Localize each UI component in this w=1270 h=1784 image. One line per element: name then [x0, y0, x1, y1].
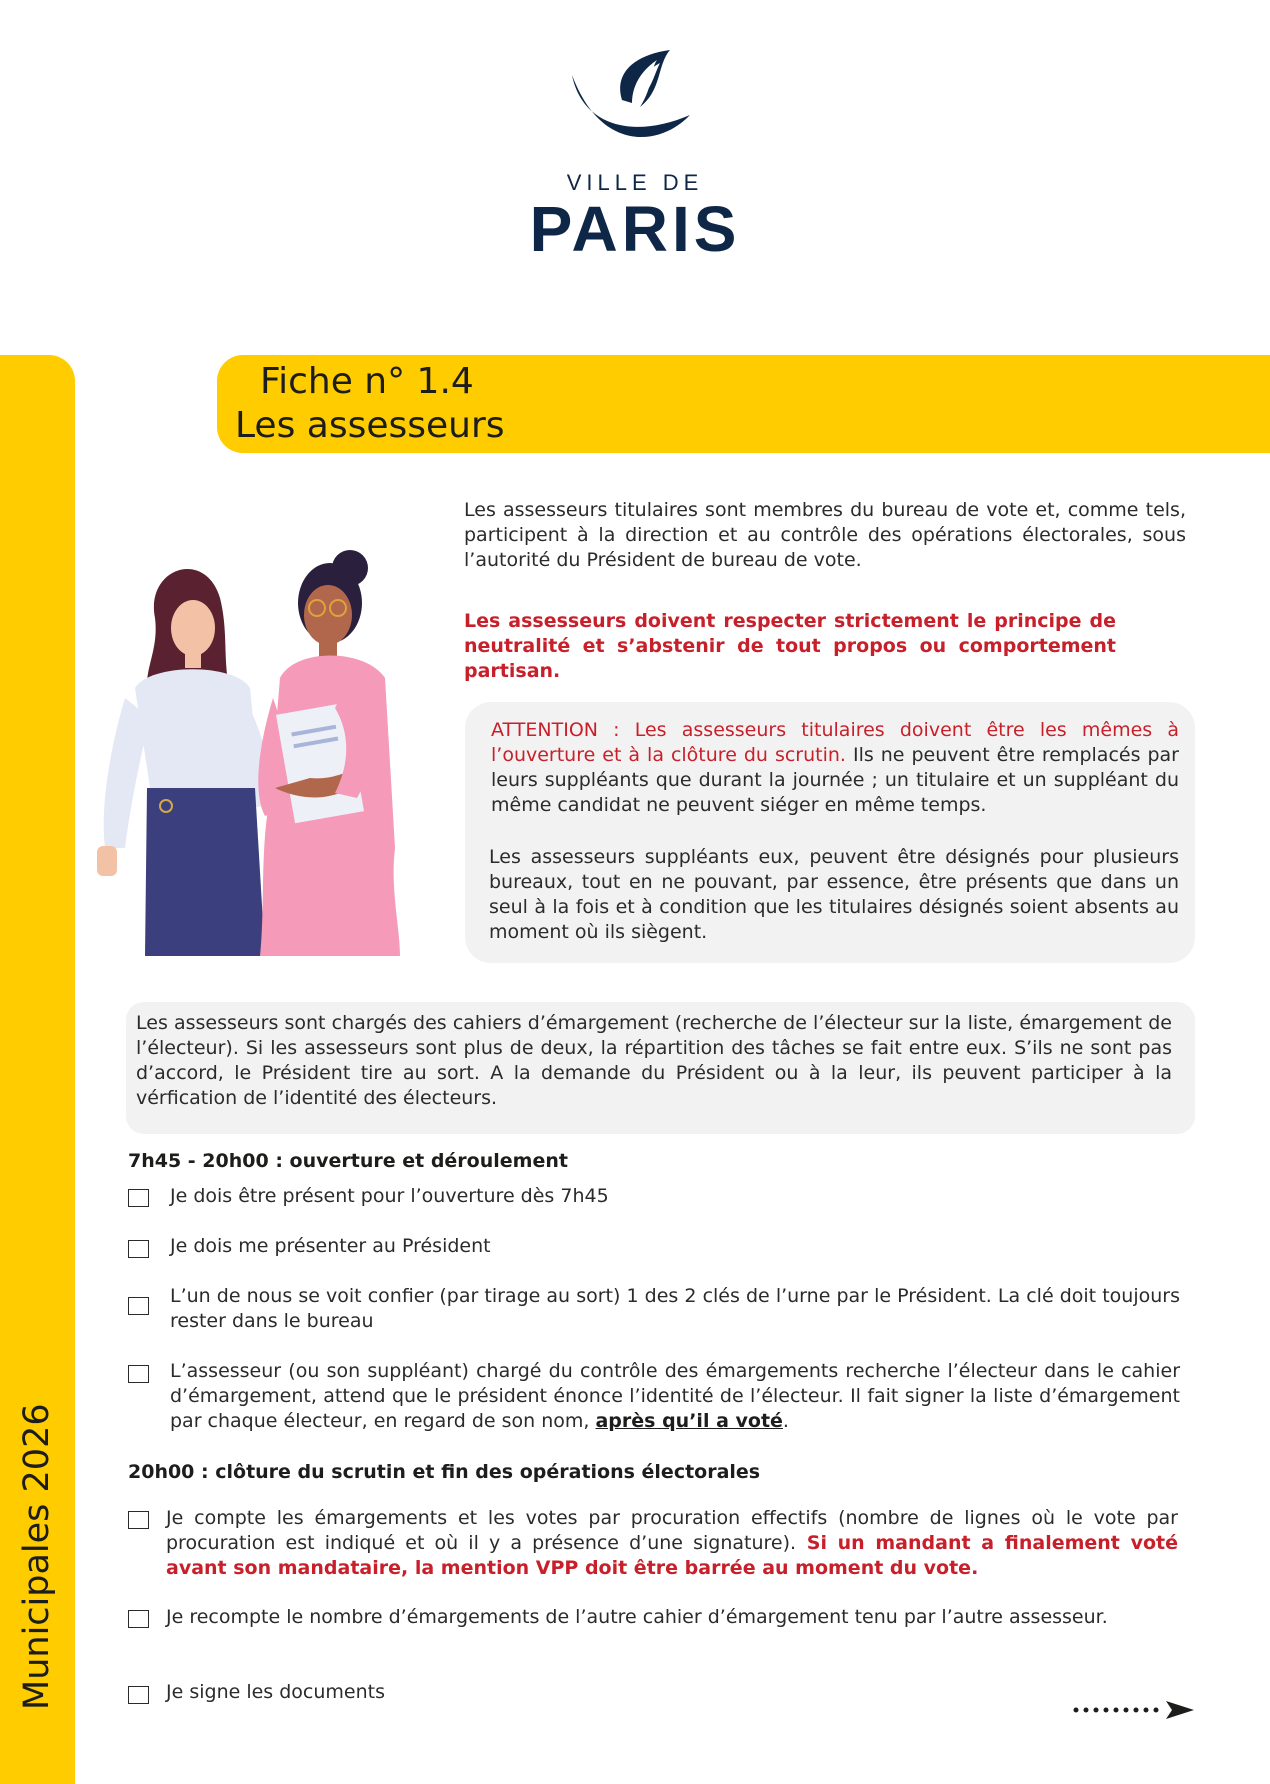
checklist-item-emargement-control	[170, 1359, 1180, 1434]
logo-line2: PARIS	[529, 193, 741, 265]
neutrality-paragraph: Les assesseurs doivent respecter strictement le principe de neutralité et s’abstenir de tout propos ou comportement partisan.	[464, 610, 1116, 682]
emargement-box	[126, 1002, 1195, 1134]
ville-de-paris-logo	[520, 45, 750, 265]
item4-text: L’assesseur (ou son suppléant) chargé du contrôle des émargements recherche l’électeur dans le cahier d’émargement, attend que le président énonce l’identité de l’électeur. Il fait signer la liste d’émargement par chaque électeur, en regard de son nom,	[170, 1360, 1180, 1432]
attention-rest: Ils ne peuvent être remplacés par leurs suppléants que durant la journée ; un titulaire et un suppléant du même candidat ne peuvent siéger en même temps.	[491, 744, 1179, 816]
checklist-item-presence: Je dois être présent pour l’ouverture dès 7h45	[170, 1185, 609, 1207]
section2-item1-text: Je compte les émargements et les votes par procuration effectifs (nombre de lignes où le vote par procuration est indiqué et où il y a présence d’une signature).	[166, 1507, 1178, 1554]
section2-heading: 20h00 : clôture du scrutin et fin des opérations électorales	[128, 1461, 761, 1483]
section2-item1-warning: Si un mandant a finalement voté avant son mandataire, la mention VPP doit être barrée au moment du vote.	[166, 1532, 1178, 1579]
section1-heading: 7h45 - 20h00 : ouverture et déroulement	[128, 1150, 568, 1172]
title-band	[217, 355, 1270, 453]
checkbox-sign[interactable]	[128, 1686, 149, 1704]
page-title: Les assesseurs	[235, 405, 505, 446]
next-page-arrow-icon	[1072, 1698, 1196, 1722]
logo-line1: VILLE DE	[566, 170, 704, 195]
checkbox-present-president[interactable]	[128, 1240, 149, 1258]
checklist-item-sign: Je signe les documents	[166, 1681, 386, 1703]
checklist-item-urn-key: L’un de nous se voit confier (par tirage au sort) 1 des 2 clés de l’urne par le Président. La clé doit toujours rester dans le bureau	[170, 1285, 1180, 1332]
checkbox-emargement-control[interactable]	[128, 1365, 149, 1383]
attention-box	[465, 702, 1195, 963]
emargement-paragraph: Les assesseurs sont chargés des cahiers d’émargement (recherche de l’électeur sur la liste, émargement de l’électeur). Si les assesseurs sont plus de deux, la répartition des tâches se fait entre eux. S’ils ne sont pas d’accord, le Président tire au sort. A la demande du Président ou à la leur, ils peuvent participer à la vérfication de l’identité des électeurs.	[136, 1012, 1172, 1109]
checklist-item-count-emargements	[166, 1506, 1178, 1581]
checklist-item-recount: Je recompte le nombre d’émargements de l’autre cahier d’émargement tenu par l’autre assesseur.	[166, 1606, 1108, 1628]
item4-end: .	[782, 1410, 789, 1432]
assessors-illustration	[95, 548, 445, 956]
paris-boat-icon	[562, 45, 702, 165]
suppleants-paragraph: Les assesseurs suppléants eux, peuvent être désignés pour plusieurs bureaux, tout en ne pouvant, par essence, être présents que dans un seul à la fois et à condition que les titulaires désignés soient absents au moment où ils siègent.	[489, 846, 1179, 943]
intro-paragraph: Les assesseurs titulaires sont membres du bureau de vote et, comme tels, participent à la direction et au contrôle des opérations électorales, sous l’autorité du Président de bureau de vote.	[464, 499, 1186, 571]
side-label: Municipales 2026	[17, 1403, 57, 1710]
item4-underlined: après qu’il a voté	[595, 1410, 783, 1432]
checkbox-urn-key[interactable]	[128, 1297, 149, 1315]
fiche-number: Fiche n° 1.4	[260, 361, 474, 402]
attention-warning: ATTENTION : Les assesseurs titulaires doivent être les mêmes à l’ouverture et à la clôture du scrutin.	[491, 719, 1179, 766]
attention-paragraph	[491, 718, 1179, 818]
checkbox-recount[interactable]	[128, 1610, 149, 1628]
checkbox-presence[interactable]	[128, 1189, 149, 1207]
checkbox-count-emargements[interactable]	[128, 1511, 149, 1529]
checklist-item-president: Je dois me présenter au Président	[170, 1235, 491, 1257]
